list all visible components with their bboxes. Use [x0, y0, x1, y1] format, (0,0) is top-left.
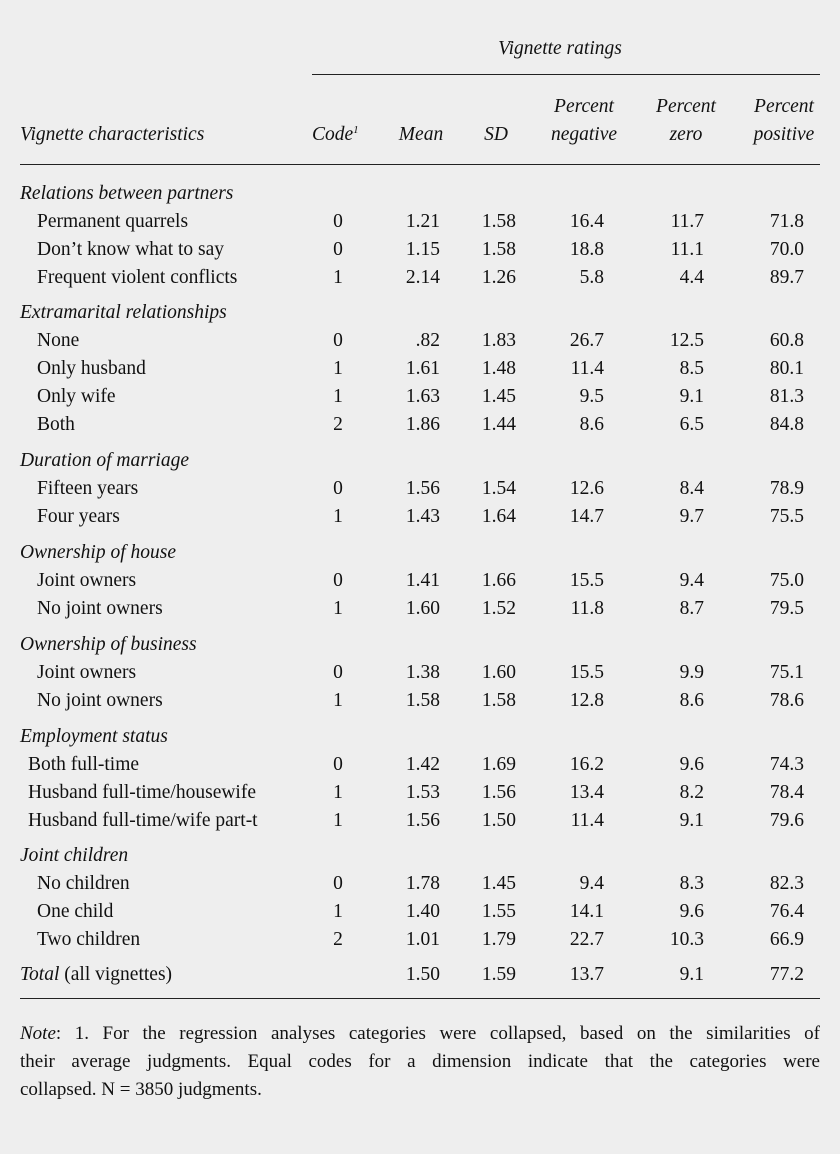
total-label — [20, 965, 172, 985]
note-line-2: their average judgments. Equal codes for a dimension indicate that the categories were — [20, 1051, 820, 1072]
cell-code: 0 — [333, 662, 343, 683]
cell-zero: 12.5 — [669, 330, 704, 351]
row-label: Husband full-time/housewife — [28, 782, 256, 803]
cell-zero: 11.7 — [670, 211, 704, 232]
cell-mean: 1.41 — [405, 570, 440, 591]
section-title: Extramarital relationships — [20, 302, 227, 323]
cell-negative: 11.8 — [570, 598, 604, 619]
cell-negative: 14.1 — [569, 901, 604, 922]
col-header-mean: Mean — [398, 124, 444, 145]
note-line-1: : 1. For the regression analyses categories were collapsed, based on the similarities of — [55, 1023, 820, 1044]
cell-negative: 22.7 — [569, 929, 604, 950]
row-label: Joint owners — [37, 662, 137, 683]
cell-sd: 1.69 — [481, 754, 516, 775]
section-title: Relations between partners — [20, 183, 234, 204]
cell-mean: 1.56 — [405, 810, 440, 831]
cell-zero: 8.7 — [679, 598, 704, 619]
cell-sd: 1.79 — [481, 929, 516, 950]
cell-sd: 1.26 — [481, 267, 516, 288]
cell-code: 1 — [333, 386, 343, 407]
cell-sd: 1.58 — [481, 211, 516, 232]
cell-negative: 5.8 — [579, 267, 604, 288]
cell-negative: 13.4 — [569, 782, 604, 803]
cell-sd: 1.83 — [481, 330, 516, 351]
cell-zero: 8.5 — [679, 358, 704, 379]
cell-mean: 2.14 — [405, 267, 440, 288]
cell-mean: 1.58 — [405, 690, 440, 711]
cell-positive: 84.8 — [769, 414, 804, 435]
cell-sd: 1.58 — [481, 239, 516, 260]
total-negative: 13.7 — [569, 964, 604, 985]
cell-mean: 1.21 — [405, 211, 440, 232]
row-label: Joint owners — [37, 570, 137, 591]
row-label: None — [37, 330, 80, 351]
cell-mean: .82 — [415, 330, 440, 351]
cell-zero: 8.3 — [679, 873, 704, 894]
row-label: Both full-time — [28, 754, 140, 775]
col-header-sd: SD — [484, 124, 508, 145]
cell-mean: 1.86 — [405, 414, 440, 435]
cell-sd: 1.56 — [481, 782, 516, 803]
cell-positive: 82.3 — [769, 873, 804, 894]
cell-mean: 1.38 — [405, 662, 440, 683]
cell-mean: 1.63 — [405, 386, 440, 407]
cell-mean: 1.56 — [405, 478, 440, 499]
cell-negative: 11.4 — [570, 358, 604, 379]
cell-positive: 75.5 — [769, 506, 804, 527]
cell-mean: 1.15 — [405, 239, 440, 260]
cell-sd: 1.66 — [481, 570, 516, 591]
cell-positive: 79.5 — [769, 598, 804, 619]
row-label: One child — [37, 901, 114, 922]
cell-negative: 14.7 — [569, 506, 604, 527]
cell-positive: 66.9 — [769, 929, 804, 950]
cell-sd: 1.54 — [481, 478, 516, 499]
cell-code: 1 — [333, 690, 343, 711]
cell-mean: 1.01 — [405, 929, 440, 950]
cell-negative: 9.5 — [579, 386, 604, 407]
total-positive: 77.2 — [769, 964, 804, 985]
cell-zero: 9.6 — [679, 901, 704, 922]
cell-zero: 10.3 — [669, 929, 704, 950]
row-label: No joint owners — [37, 598, 163, 619]
section-title: Ownership of house — [20, 542, 176, 563]
col-header-negative-2: negative — [550, 124, 618, 145]
cell-code: 0 — [333, 873, 343, 894]
cell-positive: 70.0 — [769, 239, 804, 260]
cell-sd: 1.44 — [481, 414, 516, 435]
cell-sd: 1.52 — [481, 598, 516, 619]
cell-code: 1 — [333, 267, 343, 288]
cell-zero: 9.1 — [679, 386, 704, 407]
cell-negative: 12.6 — [569, 478, 604, 499]
cell-positive: 76.4 — [769, 901, 804, 922]
cell-code: 1 — [333, 901, 343, 922]
cell-mean: 1.78 — [405, 873, 440, 894]
cell-mean: 1.60 — [405, 598, 440, 619]
cell-code: 1 — [333, 358, 343, 379]
row-label: No joint owners — [37, 690, 163, 711]
total-label-italic: Total — [20, 964, 60, 985]
cell-negative: 26.7 — [569, 330, 604, 351]
cell-negative: 8.6 — [579, 414, 604, 435]
bottom-rule — [20, 998, 820, 999]
cell-negative: 16.2 — [569, 754, 604, 775]
cell-zero: 9.4 — [679, 570, 704, 591]
cell-positive: 81.3 — [769, 386, 804, 407]
col-header-positive-1: Percent — [754, 96, 814, 117]
col-header-positive-2: positive — [753, 124, 815, 145]
row-label: Don’t know what to say — [37, 239, 225, 260]
cell-zero: 8.2 — [679, 782, 704, 803]
row-label: No children — [37, 873, 130, 894]
cell-sd: 1.48 — [481, 358, 516, 379]
row-label: Both — [37, 414, 75, 435]
cell-positive: 75.0 — [769, 570, 804, 591]
table-note — [20, 1020, 820, 1104]
cell-positive: 89.7 — [769, 267, 804, 288]
cell-code: 1 — [333, 598, 343, 619]
cell-sd: 1.58 — [481, 690, 516, 711]
cell-positive: 79.6 — [769, 810, 804, 831]
section-title: Employment status — [20, 726, 168, 747]
cell-mean: 1.61 — [405, 358, 440, 379]
cell-sd: 1.55 — [481, 901, 516, 922]
cell-zero: 11.1 — [670, 239, 704, 260]
row-label: Only husband — [37, 358, 146, 379]
cell-sd: 1.45 — [481, 386, 516, 407]
col-header-code: Code$^1$ — [312, 124, 359, 145]
cell-zero: 6.5 — [679, 414, 704, 435]
cell-positive: 78.9 — [769, 478, 804, 499]
cell-code: 2 — [333, 414, 343, 435]
row-label: Husband full-time/wife part-t — [28, 810, 258, 831]
cell-mean: 1.40 — [405, 901, 440, 922]
cell-zero: 4.4 — [679, 267, 704, 288]
cell-negative: 15.5 — [569, 570, 604, 591]
cell-positive: 75.1 — [769, 662, 804, 683]
cell-zero: 8.6 — [679, 690, 704, 711]
group-header-vignette-ratings: Vignette ratings — [498, 38, 622, 59]
cell-sd: 1.50 — [481, 810, 516, 831]
cell-code: 0 — [333, 330, 343, 351]
col-header-zero-2: zero — [669, 124, 703, 145]
col-header-characteristics: Vignette characteristics — [20, 124, 205, 145]
section-title: Duration of marriage — [20, 450, 190, 471]
row-label: Two children — [37, 929, 141, 950]
section-title: Ownership of business — [20, 634, 197, 655]
cell-zero: 9.9 — [679, 662, 704, 683]
cell-negative: 11.4 — [570, 810, 604, 831]
col-header-zero-1: Percent — [656, 96, 716, 117]
cell-positive: 71.8 — [769, 211, 804, 232]
cell-mean: 1.42 — [405, 754, 440, 775]
cell-negative: 18.8 — [569, 239, 604, 260]
total-sd: 1.59 — [481, 964, 516, 985]
cell-positive: 74.3 — [769, 754, 804, 775]
cell-negative: 15.5 — [569, 662, 604, 683]
row-label: Fifteen years — [37, 478, 139, 499]
cell-code: 0 — [333, 754, 343, 775]
header-rule — [20, 164, 820, 165]
cell-mean: 1.43 — [405, 506, 440, 527]
col-header-negative-1: Percent — [554, 96, 614, 117]
cell-zero: 9.6 — [679, 754, 704, 775]
cell-negative: 9.4 — [579, 873, 604, 894]
cell-positive: 60.8 — [769, 330, 804, 351]
section-title: Joint children — [20, 845, 129, 866]
cell-code: 0 — [333, 478, 343, 499]
cell-zero: 9.7 — [679, 506, 704, 527]
total-label-rest: (all vignettes) — [59, 964, 173, 985]
cell-sd: 1.64 — [481, 506, 516, 527]
cell-sd: 1.60 — [481, 662, 516, 683]
cell-positive: 78.4 — [769, 782, 804, 803]
note-label: Note — [20, 1023, 56, 1044]
cell-code: 0 — [333, 239, 343, 260]
cell-positive: 78.6 — [769, 690, 804, 711]
cell-code: 0 — [333, 570, 343, 591]
cell-positive: 80.1 — [769, 358, 804, 379]
cell-sd: 1.45 — [481, 873, 516, 894]
row-label: Four years — [37, 506, 120, 527]
cell-zero: 8.4 — [679, 478, 704, 499]
cell-negative: 16.4 — [569, 211, 604, 232]
group-header-rule — [312, 74, 820, 75]
row-label: Frequent violent conflicts — [37, 267, 238, 288]
cell-code: 1 — [333, 506, 343, 527]
cell-code: 1 — [333, 782, 343, 803]
cell-code: 0 — [333, 211, 343, 232]
note-line-3: collapsed. N = 3850 judgments. — [20, 1079, 262, 1100]
total-mean: 1.50 — [405, 964, 440, 985]
row-label: Only wife — [37, 386, 116, 407]
cell-mean: 1.53 — [405, 782, 440, 803]
cell-code: 2 — [333, 929, 343, 950]
cell-code: 1 — [333, 810, 343, 831]
total-zero: 9.1 — [679, 964, 704, 985]
cell-negative: 12.8 — [569, 690, 604, 711]
cell-zero: 9.1 — [679, 810, 704, 831]
row-label: Permanent quarrels — [37, 211, 189, 232]
